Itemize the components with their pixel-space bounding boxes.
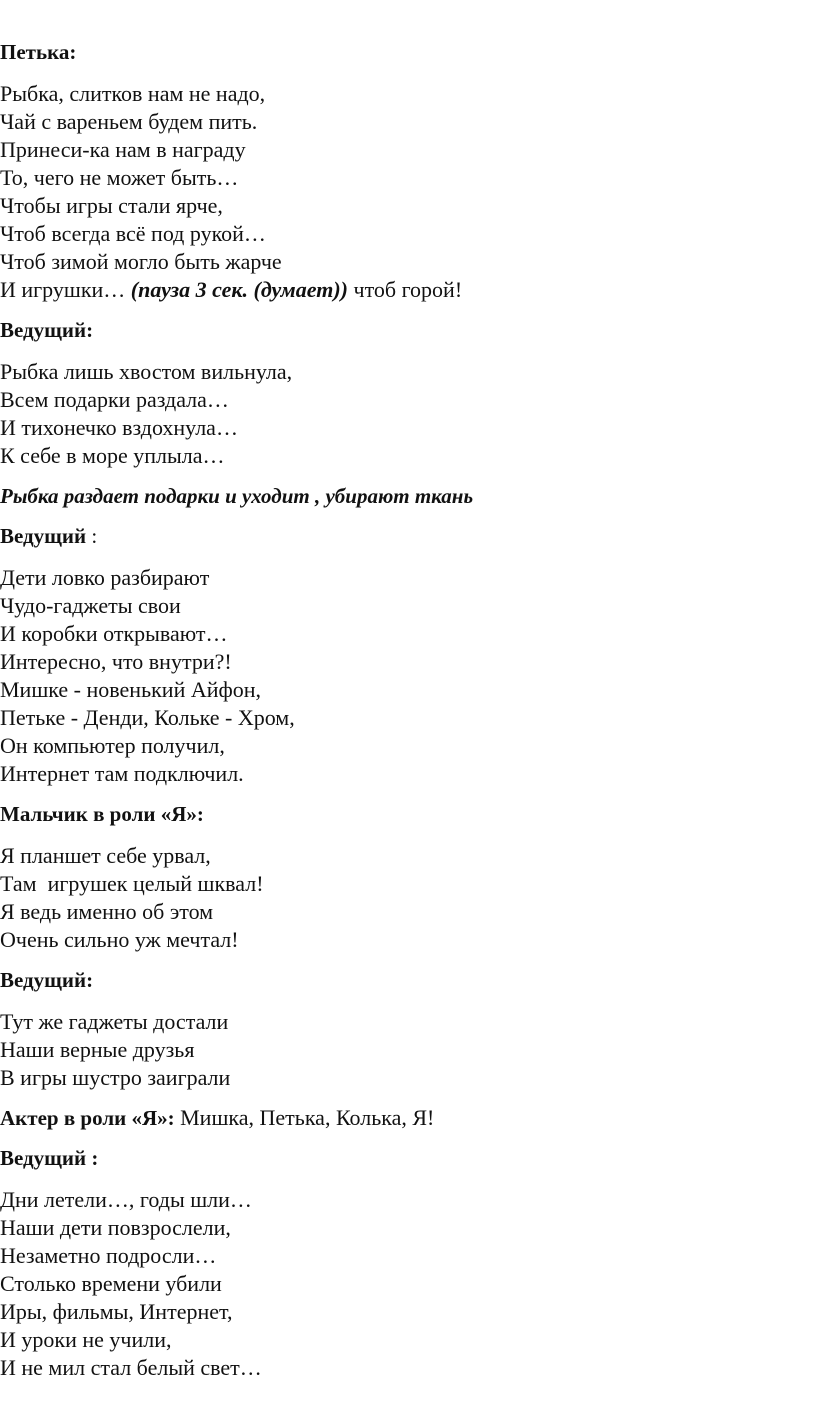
speaker-host: Ведущий : [0, 1146, 99, 1170]
verse-line: И коробки открывают… [0, 621, 228, 646]
speaker-host: Ведущий: [0, 968, 94, 992]
verse-text: чтоб горой! [348, 277, 463, 302]
verse-line: Он компьютер получил, [0, 733, 225, 758]
stanza-host-3 [0, 1008, 816, 1092]
pause-direction: (пауза 3 сек. (думает)) [130, 277, 348, 302]
verse-line: Очень сильно уж мечтал! [0, 927, 239, 952]
verse-line: К себе в море уплыла… [0, 443, 225, 468]
speaker-actor-me: Актер в роли «Я»: [0, 1106, 175, 1130]
verse-line: Интернет там подключил. [0, 761, 244, 786]
speaker-host: Ведущий: [0, 318, 94, 342]
speaker-name: Ведущий [0, 524, 87, 548]
verse-text: И игрушки… [0, 277, 131, 302]
stage-direction: Рыбка раздает подарки и уходит , убирают ткань [0, 484, 474, 508]
verse-line: Чудо-гаджеты свои [0, 593, 181, 618]
verse-line: Чай с вареньем будем пить. [0, 109, 258, 134]
verse-line: То, чего не может быть… [0, 165, 239, 190]
stanza-host-1 [0, 358, 816, 470]
speaker-colon: : [86, 524, 98, 548]
stanza-boy [0, 842, 816, 954]
verse-line: И тихонечко вздохнула… [0, 415, 238, 440]
verse-line: Всем подарки раздала… [0, 387, 229, 412]
verse-line: Чтоб всегда всё под рукой… [0, 221, 266, 246]
speaker-boy-me: Мальчик в роли «Я»: [0, 802, 204, 826]
stanza-petka [0, 80, 816, 304]
speaker-petka: Петька: [0, 40, 77, 64]
verse-line: Рыбка лишь хвостом вильнула, [0, 359, 293, 384]
script-document [0, 38, 816, 1394]
verse-line: Мишке - новенький Айфон, [0, 677, 262, 702]
verse-line-with-direction [0, 276, 816, 304]
verse-line: Интересно, что внутри?! [0, 649, 232, 674]
verse-line: Принеси-ка нам в награду [0, 137, 246, 162]
verse-line: Рыбка, слитков нам не надо, [0, 81, 266, 106]
verse-line: Наши верные друзья [0, 1037, 195, 1062]
verse-line: В игры шустро заиграли [0, 1065, 231, 1090]
verse-line: Там игрушек целый шквал! [0, 871, 264, 896]
verse-line: Чтобы игры стали ярче, [0, 193, 223, 218]
verse-line: Петьке - Денди, Кольке - Хром, [0, 705, 295, 730]
verse-line: И не мил стал белый свет… [0, 1355, 262, 1380]
actor-line [0, 1104, 816, 1132]
verse-line: Дни летели…, годы шли… [0, 1187, 252, 1212]
verse-line: Незаметно подросли… [0, 1243, 217, 1268]
verse-line: И уроки не учили, [0, 1327, 172, 1352]
actor-line-text: Мишка, Петька, Колька, Я! [174, 1105, 435, 1130]
verse-line: Наши дети повзрослели, [0, 1215, 231, 1240]
verse-line: Чтоб зимой могло быть жарче [0, 249, 282, 274]
verse-line: Я планшет себе урвал, [0, 843, 211, 868]
speaker-host [0, 522, 816, 550]
verse-line: Тут же гаджеты достали [0, 1009, 229, 1034]
verse-line: Столько времени убили [0, 1271, 222, 1296]
verse-line: Дети ловко разбирают [0, 565, 210, 590]
verse-line: Иры, фильмы, Интернет, [0, 1299, 233, 1324]
stanza-host-2 [0, 564, 816, 788]
stanza-host-4 [0, 1186, 816, 1382]
verse-line: Я ведь именно об этом [0, 899, 214, 924]
